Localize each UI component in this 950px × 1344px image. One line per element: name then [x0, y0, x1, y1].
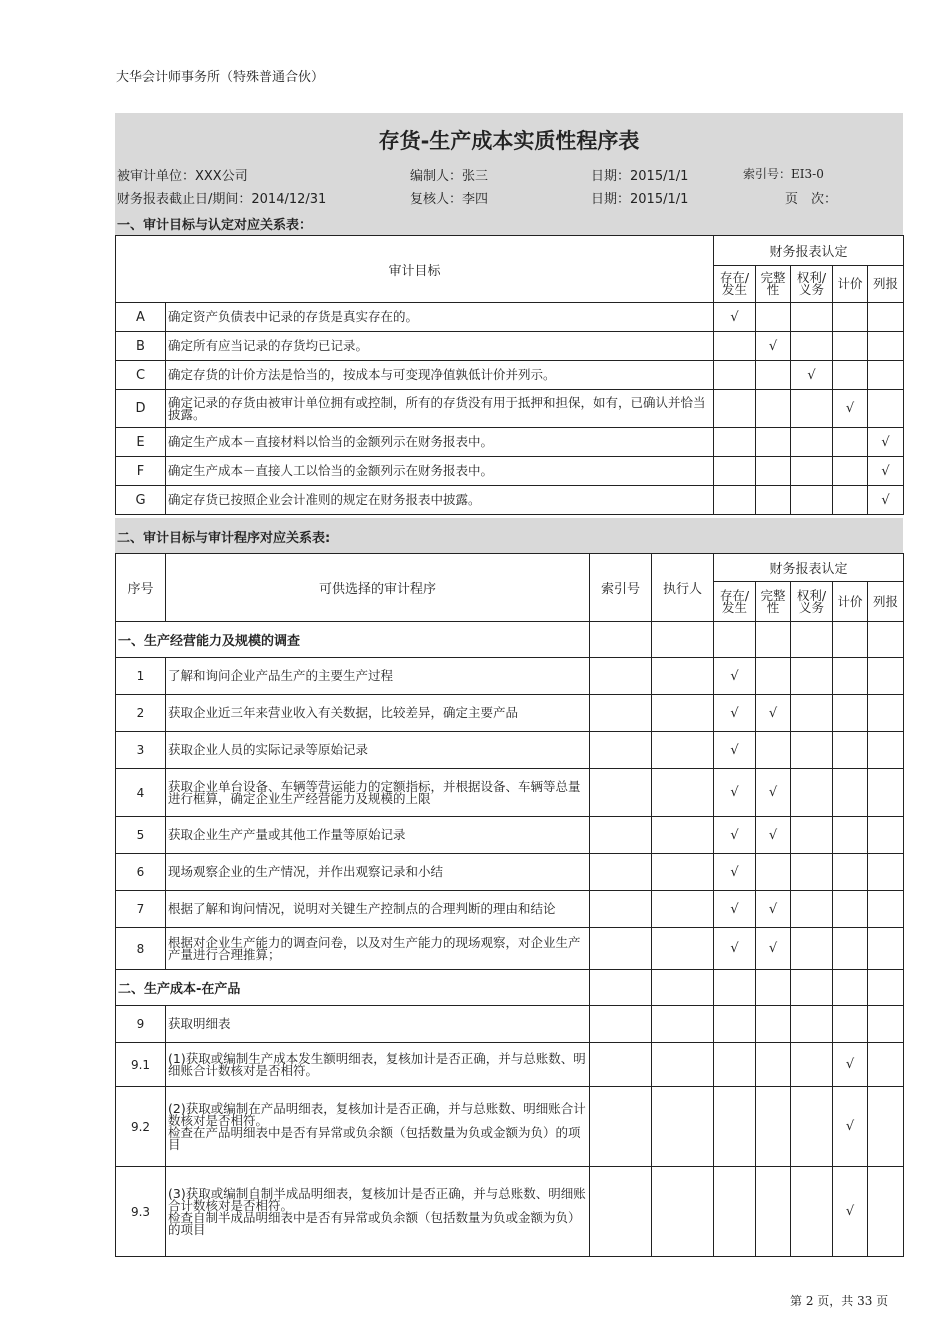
empty-cell	[791, 622, 833, 658]
procedure-row	[116, 658, 904, 695]
check-mark	[756, 390, 791, 428]
objective-row	[116, 332, 904, 361]
procedure-executor	[652, 1167, 714, 1257]
goal-header: 审计目标	[116, 236, 714, 303]
check-mark	[791, 1006, 833, 1043]
check-mark	[868, 361, 904, 390]
check-mark	[756, 1087, 791, 1167]
check-mark: √	[833, 1167, 868, 1257]
objective-text: 确定资产负债表中记录的存货是真实存在的。	[166, 303, 714, 332]
assertion-header: 计价	[833, 266, 868, 303]
procedure-index	[590, 658, 652, 695]
check-mark	[791, 390, 833, 428]
procedure-no: 9.3	[116, 1167, 166, 1257]
objective-text: 确定生产成本－直接人工以恰当的金额列示在财务报表中。	[166, 457, 714, 486]
check-mark	[868, 769, 904, 817]
procedure-text: (2)获取或编制在产品明细表，复核加计是否正确，并与总账数、明细账合计数核对是否相符。 检查在产品明细表中是否有异常或负余额（包括数量为负或金额为负）的项目	[166, 1087, 590, 1167]
procedure-index	[590, 891, 652, 928]
index-label: 索引号：EI3-0	[743, 167, 824, 181]
objective-row	[116, 390, 904, 428]
procedure-text: 获取企业单台设备、车辆等营运能力的定额指标，并根据设备、车辆等总量进行框算，确定企业生产经营能力及规模的上限	[166, 769, 590, 817]
check-mark	[791, 1167, 833, 1257]
check-mark: √	[756, 817, 791, 854]
index-header: 索引号	[590, 554, 652, 622]
section1-heading: 一、审计目标与认定对应关系表：	[117, 218, 313, 233]
assertion-header: 权利/义务	[791, 266, 833, 303]
objective-row	[116, 303, 904, 332]
check-mark	[791, 658, 833, 695]
page-no-label: 页 次：	[785, 192, 838, 207]
check-mark	[756, 1043, 791, 1087]
procedure-text: (3)获取或编制自制半成品明细表，复核加计是否正确，并与总账数、明细账合计数核对是否相符。 检查自制半成品明细表中是否有异常或负余额（包括数量为负或金额为负）的项目	[166, 1167, 590, 1257]
check-mark	[833, 457, 868, 486]
check-mark: √	[868, 428, 904, 457]
check-mark	[868, 303, 904, 332]
assertion-header: 完整性	[756, 582, 791, 622]
procedure-no: 9	[116, 1006, 166, 1043]
check-mark	[756, 658, 791, 695]
check-mark	[791, 303, 833, 332]
check-mark	[714, 1167, 756, 1257]
date2-label: 日期：2015/1/1	[591, 192, 689, 207]
procedure-index	[590, 817, 652, 854]
check-mark	[756, 854, 791, 891]
check-mark	[833, 658, 868, 695]
check-mark: √	[791, 361, 833, 390]
check-mark	[868, 732, 904, 769]
firm-name: 大华会计师事务所（特殊普通合伙）	[116, 70, 325, 85]
objective-code: C	[116, 361, 166, 390]
objective-row	[116, 486, 904, 515]
check-mark: √	[714, 695, 756, 732]
objective-code: G	[116, 486, 166, 515]
empty-cell	[714, 622, 756, 658]
check-mark: √	[756, 332, 791, 361]
objective-text: 确定记录的存货由被审计单位拥有或控制，所有的存货没有用于抵押和担保，如有，已确认并恰当披露。	[166, 390, 714, 428]
entity-label: 被审计单位：XXX公司	[117, 169, 248, 184]
assertions-header-2: 财务报表认定	[714, 554, 904, 582]
procedure-table	[115, 553, 904, 1257]
check-mark	[714, 1087, 756, 1167]
empty-cell	[756, 622, 791, 658]
procedure-index	[590, 695, 652, 732]
assertion-header: 计价	[833, 582, 868, 622]
empty-cell	[652, 622, 714, 658]
procedure-no: 6	[116, 854, 166, 891]
check-mark: √	[714, 732, 756, 769]
procedure-executor	[652, 854, 714, 891]
check-mark	[833, 303, 868, 332]
empty-cell	[590, 970, 652, 1006]
check-mark	[791, 1043, 833, 1087]
procedure-text: 现场观察企业的生产情况，并作出观察记录和小结	[166, 854, 590, 891]
check-mark	[714, 390, 756, 428]
procedure-text: 根据了解和询问情况，说明对关键生产控制点的合理判断的理由和结论	[166, 891, 590, 928]
check-mark	[868, 1167, 904, 1257]
check-mark	[791, 486, 833, 515]
procedure-executor	[652, 891, 714, 928]
check-mark	[714, 332, 756, 361]
assertion-header: 存在/发生	[714, 266, 756, 303]
check-mark	[714, 1006, 756, 1043]
empty-cell	[791, 970, 833, 1006]
procedure-executor	[652, 1087, 714, 1167]
check-mark: √	[756, 695, 791, 732]
procedure-no: 9.2	[116, 1087, 166, 1167]
preparer-label: 编制人：张三	[410, 169, 489, 184]
objective-assertion-table	[115, 235, 904, 515]
empty-cell	[833, 622, 868, 658]
procedure-row	[116, 854, 904, 891]
procedure-no: 8	[116, 928, 166, 970]
procedure-row	[116, 1043, 904, 1087]
assertion-header: 权利/义务	[791, 582, 833, 622]
procedure-text: 获取企业近三年来营业收入有关数据，比较差异，确定主要产品	[166, 695, 590, 732]
procedure-index	[590, 1043, 652, 1087]
procedure-row	[116, 1087, 904, 1167]
procedure-no: 2	[116, 695, 166, 732]
check-mark	[833, 817, 868, 854]
check-mark	[714, 1043, 756, 1087]
check-mark: √	[833, 390, 868, 428]
check-mark	[868, 658, 904, 695]
check-mark: √	[714, 891, 756, 928]
check-mark: √	[714, 854, 756, 891]
procedure-executor	[652, 1006, 714, 1043]
procedure-index	[590, 1087, 652, 1167]
procedure-no: 9.1	[116, 1043, 166, 1087]
empty-cell	[868, 622, 904, 658]
procedure-text: 根据对企业生产能力的调查问卷，以及对生产能力的现场观察，对企业生产产量进行合理推算；	[166, 928, 590, 970]
check-mark: √	[868, 457, 904, 486]
check-mark	[868, 1087, 904, 1167]
objective-text: 确定存货的计价方法是恰当的，按成本与可变现净值孰低计价并列示。	[166, 361, 714, 390]
empty-cell	[868, 970, 904, 1006]
objective-row	[116, 457, 904, 486]
check-mark	[868, 695, 904, 732]
check-mark	[833, 428, 868, 457]
check-mark	[791, 428, 833, 457]
procedure-row	[116, 928, 904, 970]
page-footer: 第 2 页，共 33 页	[790, 1294, 889, 1308]
objective-text: 确定所有应当记录的存货均已记录。	[166, 332, 714, 361]
procedure-row	[116, 732, 904, 769]
check-mark	[868, 1043, 904, 1087]
procedure-text: 获取企业生产产量或其他工作量等原始记录	[166, 817, 590, 854]
procedure-index	[590, 1167, 652, 1257]
check-mark	[868, 928, 904, 970]
assertion-header: 存在/发生	[714, 582, 756, 622]
objective-text: 确定存货已按照企业会计准则的规定在财务报表中披露。	[166, 486, 714, 515]
check-mark	[756, 732, 791, 769]
check-mark	[868, 332, 904, 361]
check-mark	[791, 891, 833, 928]
check-mark: √	[833, 1087, 868, 1167]
procedure-executor	[652, 817, 714, 854]
objective-code: B	[116, 332, 166, 361]
check-mark	[756, 1006, 791, 1043]
procedure-text: 了解和询问企业产品生产的主要生产过程	[166, 658, 590, 695]
check-mark: √	[833, 1043, 868, 1087]
check-mark	[791, 1087, 833, 1167]
check-mark	[833, 1006, 868, 1043]
assertion-header: 列报	[868, 266, 904, 303]
check-mark	[791, 695, 833, 732]
check-mark: √	[714, 817, 756, 854]
check-mark	[868, 1006, 904, 1043]
objective-code: F	[116, 457, 166, 486]
procedure-row	[116, 769, 904, 817]
check-mark	[833, 695, 868, 732]
procedure-executor	[652, 658, 714, 695]
check-mark	[791, 854, 833, 891]
procedure-row	[116, 891, 904, 928]
group-row	[116, 970, 904, 1006]
check-mark	[756, 1167, 791, 1257]
empty-cell	[714, 970, 756, 1006]
procedure-index	[590, 732, 652, 769]
check-mark: √	[714, 658, 756, 695]
check-mark	[756, 428, 791, 457]
procedure-executor	[652, 732, 714, 769]
procedure-row	[116, 695, 904, 732]
procedure-executor	[652, 695, 714, 732]
check-mark	[833, 732, 868, 769]
check-mark: √	[714, 769, 756, 817]
procedure-row	[116, 817, 904, 854]
objective-code: E	[116, 428, 166, 457]
check-mark	[791, 817, 833, 854]
date1-label: 日期：2015/1/1	[591, 169, 689, 184]
check-mark	[756, 361, 791, 390]
procedure-no: 3	[116, 732, 166, 769]
section2-heading: 二、审计目标与审计程序对应关系表:	[117, 531, 331, 546]
procedure-text: 获取明细表	[166, 1006, 590, 1043]
procedure-no: 5	[116, 817, 166, 854]
check-mark: √	[756, 891, 791, 928]
check-mark	[833, 361, 868, 390]
procedure-executor	[652, 769, 714, 817]
objective-code: A	[116, 303, 166, 332]
group-title: 一、生产经营能力及规模的调查	[116, 622, 590, 658]
executor-header: 执行人	[652, 554, 714, 622]
check-mark	[833, 486, 868, 515]
check-mark	[714, 361, 756, 390]
reviewer-label: 复核人：李四	[410, 192, 489, 207]
check-mark	[791, 457, 833, 486]
check-mark	[791, 332, 833, 361]
check-mark	[833, 891, 868, 928]
check-mark	[833, 769, 868, 817]
check-mark	[791, 928, 833, 970]
check-mark	[791, 732, 833, 769]
procedure-no: 7	[116, 891, 166, 928]
period-label: 财务报表截止日/期间：2014/12/31	[117, 192, 327, 207]
check-mark: √	[714, 303, 756, 332]
check-mark: √	[756, 769, 791, 817]
procedure-index	[590, 928, 652, 970]
check-mark	[714, 428, 756, 457]
objective-row	[116, 428, 904, 457]
check-mark	[868, 817, 904, 854]
procedure-index	[590, 854, 652, 891]
check-mark	[756, 303, 791, 332]
empty-cell	[756, 970, 791, 1006]
check-mark: √	[714, 928, 756, 970]
empty-cell	[833, 970, 868, 1006]
assertions-header: 财务报表认定	[714, 236, 904, 266]
check-mark	[833, 928, 868, 970]
check-mark	[833, 854, 868, 891]
procedure-no: 1	[116, 658, 166, 695]
objective-code: D	[116, 390, 166, 428]
check-mark	[791, 769, 833, 817]
check-mark	[714, 457, 756, 486]
check-mark: √	[756, 928, 791, 970]
check-mark	[756, 486, 791, 515]
procedure-executor	[652, 1043, 714, 1087]
procedure-no: 4	[116, 769, 166, 817]
worksheet	[115, 113, 903, 1263]
assertion-header: 列报	[868, 582, 904, 622]
group-title: 二、生产成本-在产品	[116, 970, 590, 1006]
procedure-header: 可供选择的审计程序	[166, 554, 590, 622]
objective-text: 确定生产成本－直接材料以恰当的金额列示在财务报表中。	[166, 428, 714, 457]
page-title: 存货-生产成本实质性程序表	[378, 129, 640, 153]
check-mark	[868, 891, 904, 928]
check-mark	[714, 486, 756, 515]
no-header: 序号	[116, 554, 166, 622]
assertion-header: 完整性	[756, 266, 791, 303]
procedure-index	[590, 769, 652, 817]
procedure-text: 获取企业人员的实际记录等原始记录	[166, 732, 590, 769]
check-mark	[868, 390, 904, 428]
procedure-row	[116, 1167, 904, 1257]
group-row	[116, 622, 904, 658]
objective-row	[116, 361, 904, 390]
procedure-text: (1)获取或编制生产成本发生额明细表，复核加计是否正确，并与总账数、明细账合计数核对是否相符。	[166, 1043, 590, 1087]
procedure-executor	[652, 928, 714, 970]
empty-cell	[590, 622, 652, 658]
empty-cell	[652, 970, 714, 1006]
procedure-index	[590, 1006, 652, 1043]
check-mark: √	[868, 486, 904, 515]
check-mark	[868, 854, 904, 891]
check-mark	[756, 457, 791, 486]
procedure-row	[116, 1006, 904, 1043]
check-mark	[833, 332, 868, 361]
